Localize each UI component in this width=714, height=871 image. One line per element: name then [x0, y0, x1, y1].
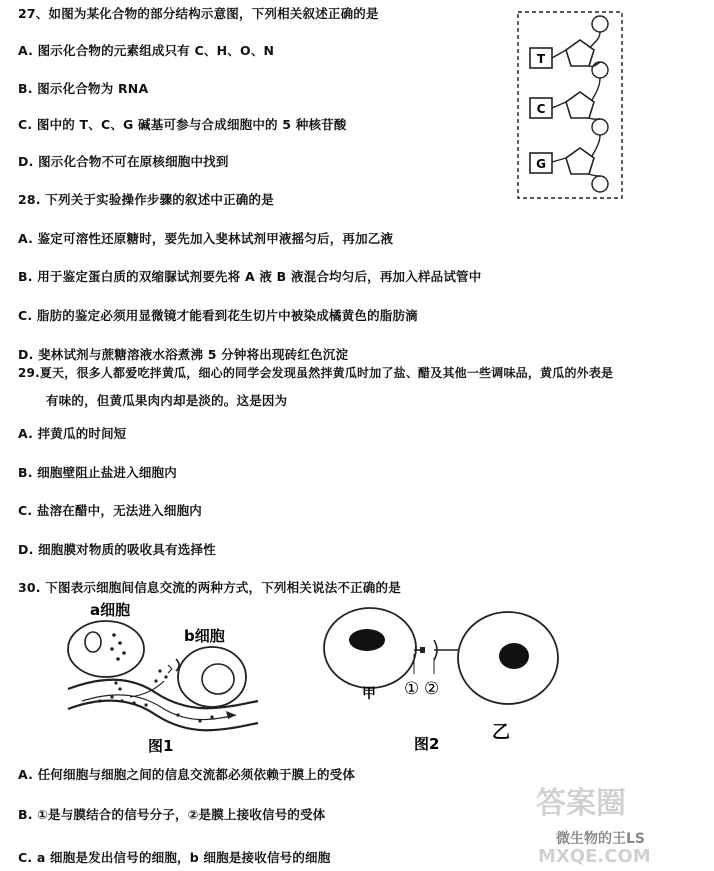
q30-option-a: A. 任何细胞与细胞之间的信息交流都必须依赖于膜上的受体 — [18, 767, 356, 782]
q27-option-a: A. 图示化合物的元素组成只有 C、H、O、N — [18, 43, 275, 58]
figure2-caption: 图2 — [414, 735, 440, 753]
pentose-sugar — [566, 148, 594, 174]
pentose-sugar — [566, 92, 594, 118]
watermark-site: MXQE.COM — [538, 846, 651, 867]
figure2-marker-1: ① — [404, 679, 420, 699]
phosphate-circle — [592, 176, 608, 192]
q27-option-c: C. 图中的 T、C、G 碱基可参与合成细胞中的 5 种核苷酸 — [18, 117, 347, 132]
q28-option-c: C. 脂肪的鉴定必须用显微镜才能看到花生切片中被染成橘黄色的脂肪滴 — [18, 308, 418, 323]
figure2-marker-2: ② — [424, 679, 440, 699]
q28-option-a: A. 鉴定可溶性还原糖时，要先加入斐林试剂甲液摇匀后，再加乙液 — [18, 231, 394, 246]
base-label-t: T — [536, 52, 546, 66]
q27-stem: 27、如图为某化合物的部分结构示意图，下列相关叙述正确的是 — [18, 6, 379, 21]
figure2-label-yi: 乙 — [492, 722, 510, 743]
q29-stem-line2: 有味的，但黄瓜果肉内却是淡的。这是因为 — [46, 393, 288, 408]
q28-option-b: B. 用于鉴定蛋白质的双缩脲试剂要先将 A 液 B 液混合均匀后，再加入样品试管中 — [18, 269, 482, 284]
figure1-caption: 图1 — [148, 737, 174, 755]
q30-stem: 30. 下图表示细胞间信息交流的两种方式，下列相关说法不正确的是 — [18, 580, 401, 595]
figure1-label-a-cell: a细胞 — [90, 601, 131, 619]
cell-a — [68, 621, 144, 677]
q29-option-b: B. 细胞壁阻止盐进入细胞内 — [18, 465, 177, 480]
q29-option-c: C. 盐溶在醋中，无法进入细胞内 — [18, 503, 202, 518]
q28-stem: 28. 下列关于实验操作步骤的叙述中正确的是 — [18, 192, 274, 207]
q27-option-d: D. 图示化合物不可在原核细胞中找到 — [18, 154, 229, 169]
phosphate-circle — [592, 16, 608, 32]
q27-figure-nucleotide-chain — [510, 10, 630, 202]
q29-stem-line1: 29.夏天，很多人都爱吃拌黄瓜，细心的同学会发现虽然拌黄瓜时加了盐、醋及其他一些调味品，黄瓜的外表是 — [18, 366, 614, 380]
pentose-sugar — [566, 40, 594, 66]
q29-option-d: D. 细胞膜对物质的吸收具有选择性 — [18, 542, 216, 557]
watermark-account: 微生物的王LS — [556, 831, 646, 847]
q28-option-d: D. 斐林试剂与蔗糖溶液水浴煮沸 5 分钟将出现砖红色沉淀 — [18, 347, 349, 362]
q30-figure1-endocrine-signaling — [60, 597, 270, 757]
watermark-logo-text: 答案圈 — [536, 786, 626, 821]
base-label-c: C — [536, 102, 546, 116]
q30-figure2-contact-signaling — [310, 600, 560, 760]
phosphate-circle — [592, 119, 608, 135]
q27-option-b: B. 图示化合物为 RNA — [18, 81, 149, 96]
figure1-label-b-cell: b细胞 — [184, 627, 225, 645]
q30-option-c: C. a 细胞是发出信号的细胞，b 细胞是接收信号的细胞 — [18, 850, 331, 865]
q29-option-a: A. 拌黄瓜的时间短 — [18, 426, 127, 441]
figure2-label-jia: 甲 — [362, 686, 376, 702]
phosphate-circle — [592, 62, 608, 78]
base-label-g: G — [536, 157, 546, 171]
q30-option-b: B. ①是与膜结合的信号分子，②是膜上接收信号的受体 — [18, 807, 326, 822]
